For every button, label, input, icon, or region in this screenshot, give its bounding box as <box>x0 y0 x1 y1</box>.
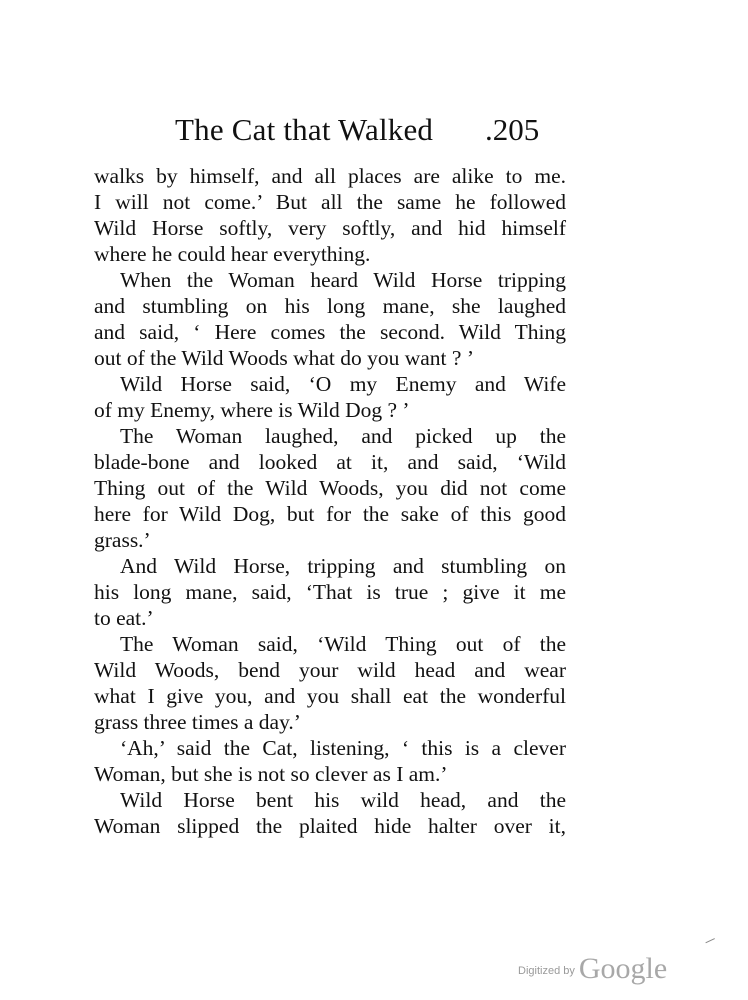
digitized-watermark <box>518 952 667 986</box>
body-text <box>94 163 566 839</box>
text-line: The Woman laughed, and picked up the <box>120 424 566 448</box>
text-line: And Wild Horse, tripping and stumbling on <box>120 554 566 578</box>
text-line: grass three times a day.’ <box>94 710 301 734</box>
text-line: out of the Wild Woods what do you want ? ’ <box>94 346 474 370</box>
text-line: I will not come.’ But all the same he followed <box>94 190 566 214</box>
text-line: Wild Woods, bend your wild head and wear <box>94 658 566 682</box>
text-line: ‘Ah,’ said the Cat, listening, ‘ this is a clever <box>120 736 566 760</box>
text-line: When the Woman heard Wild Horse tripping <box>120 268 566 292</box>
text-line: here for Wild Dog, but for the sake of this good <box>94 502 566 526</box>
text-line: his long mane, said, ‘That is true ; give it me <box>94 580 566 604</box>
text-line: grass.’ <box>94 528 151 552</box>
text-line: and stumbling on his long mane, she laughed <box>94 294 566 318</box>
text-line: of my Enemy, where is Wild Dog ? ’ <box>94 398 410 422</box>
scan-speck <box>705 938 716 947</box>
page-number: .205 <box>485 112 540 147</box>
page-header <box>175 112 575 152</box>
text-line: Wild Horse softly, very softly, and hid himself <box>94 216 566 240</box>
text-line: Wild Horse bent his wild head, and the <box>120 788 566 812</box>
text-line: walks by himself, and all places are alike to me. <box>94 164 566 188</box>
text-line: to eat.’ <box>94 606 154 630</box>
text-line: Woman, but she is not so clever as I am.’ <box>94 762 448 786</box>
text-line: and said, ‘ Here comes the second. Wild Thing <box>94 320 566 344</box>
google-logo: Google <box>578 952 668 985</box>
running-head: The Cat that Walked <box>175 112 434 147</box>
text-line: The Woman said, ‘Wild Thing out of the <box>120 632 566 656</box>
text-line: Woman slipped the plaited hide halter over it, <box>94 814 566 838</box>
text-line: blade-bone and looked at it, and said, ‘Wild <box>94 450 566 474</box>
text-line: Wild Horse said, ‘O my Enemy and Wife <box>120 372 566 396</box>
text-line: where he could hear everything. <box>94 242 371 266</box>
text-line: what I give you, and you shall eat the wonderful <box>94 684 566 708</box>
watermark-prefix: Digitized by <box>518 965 575 977</box>
text-line: Thing out of the Wild Woods, you did not come <box>94 476 566 500</box>
